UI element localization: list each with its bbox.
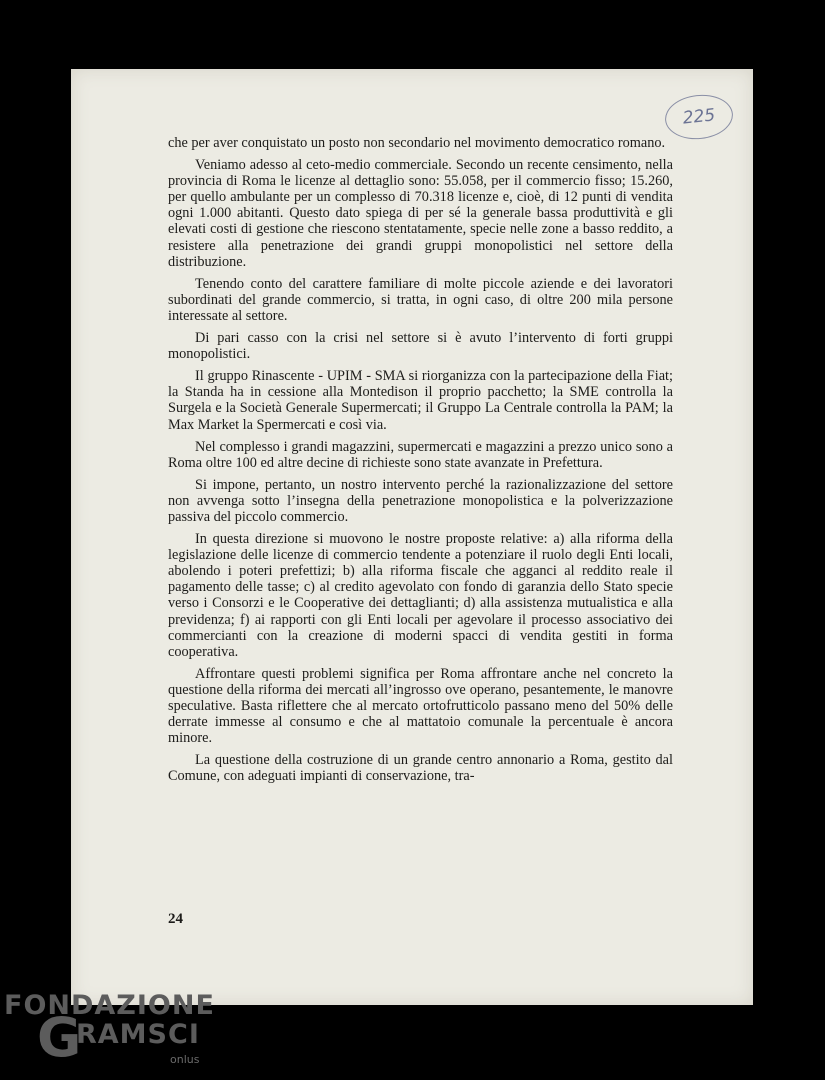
paragraph-9: Affrontare questi problemi significa per Roma affrontare anche nel concreto la questione della riforma dei mercati all’ingrosso ove operano, pesantemente, le manovre speculative. Basta riflettere che al mercato ortofrutticolo passano meno del 50% delle derrate immesse al consumo e che al mattatoio comunale la percentuale è ancora minore. — [168, 665, 673, 747]
fondazione-gramsci-watermark — [4, 990, 215, 1070]
paragraph-8: In questa direzione si muovono le nostre proposte relative: a) alla riforma della legislazione delle licenze di commercio tendente a potenziare il ruolo degli Enti locali, abolendo i poteri prefettizi; b) alla riforma fiscale che agganci al reddito reale il pagamento delle tasse; c) al credito agevolato con fondo di garanzia dello Stato specie verso i Consorzi e le Cooperative dei dettaglianti; d) alla assistenza mutualistica e alla previdenza; f) ai rapporti con gli Enti locali per agevolare il processo associativo dei commercianti con la creazione di moderni spacci di vendita gestiti in forma cooperativa. — [168, 531, 673, 660]
page-number: 24 — [168, 911, 183, 927]
handwritten-page-note: 225 — [663, 92, 735, 143]
paragraph-4: Di pari casso con la crisi nel settore si è avuto l’intervento di forti gruppi monopolistici. — [168, 330, 673, 363]
paragraph-10: La questione della costruzione di un grande centro annonario a Roma, gestito dal Comune, con adeguati impianti di conservazione, tra- — [168, 752, 673, 785]
paragraph-7: Si impone, pertanto, un nostro intervento perché la razionalizzazione del settore non avvenga sotto l’insegna della penetrazione monopolistica e la polverizzazione passiva del piccolo commercio. — [168, 476, 673, 525]
document-page — [71, 69, 753, 1005]
paragraph-3: Tenendo conto del carattere familiare di molte piccole aziende e dei lavoratori subordinati del grande commercio, si tratta, in ogni caso, di oltre 200 mila persone interessate al settore. — [168, 275, 673, 324]
paragraph-5: Il gruppo Rinascente - UPIM - SMA si riorganizza con la partecipazione della Fiat; la Standa ha in cessione alla Montedison il proprio pacchetto; la SME controlla la Surgela e la Società Generale Supermercati; il Gruppo La Centrale controlla la PAM; la Max Market la Spermercati e così via. — [168, 368, 673, 433]
watermark-line1: FONDAZIONE — [4, 990, 215, 1021]
paragraph-2: Veniamo adesso al ceto-medio commerciale. Secondo un recente censimento, nella provincia di Roma le licenze al dettaglio sono: 55.058, per il commercio fisso; 15.260, per quello ambulante per un complesso di 70.318 licenze e, cioè, di 12 punti di vendita ogni 1.000 abitanti. Questo dato spiega di per sé la generale bassa produttività e gli elevati costi di gestione che riescono stentatamente, specie nelle zone a basso reddito, a resistere alla penetrazione dei grandi gruppi monopolistici nel settore della distribuzione. — [168, 157, 673, 270]
paragraph-6: Nel complesso i grandi magazzini, supermercati e magazzini a prezzo unico sono a Roma oltre 100 ed altre decine di richieste sono state avanzate in Prefettura. — [168, 438, 673, 471]
watermark-line2: RAMSCI — [76, 1019, 200, 1050]
g-logo-icon: G — [37, 1006, 82, 1069]
paragraph-1: che per aver conquistato un posto non secondario nel movimento democratico romano. — [168, 135, 666, 151]
body-text — [168, 135, 673, 790]
watermark-sub: onlus — [170, 1053, 200, 1066]
